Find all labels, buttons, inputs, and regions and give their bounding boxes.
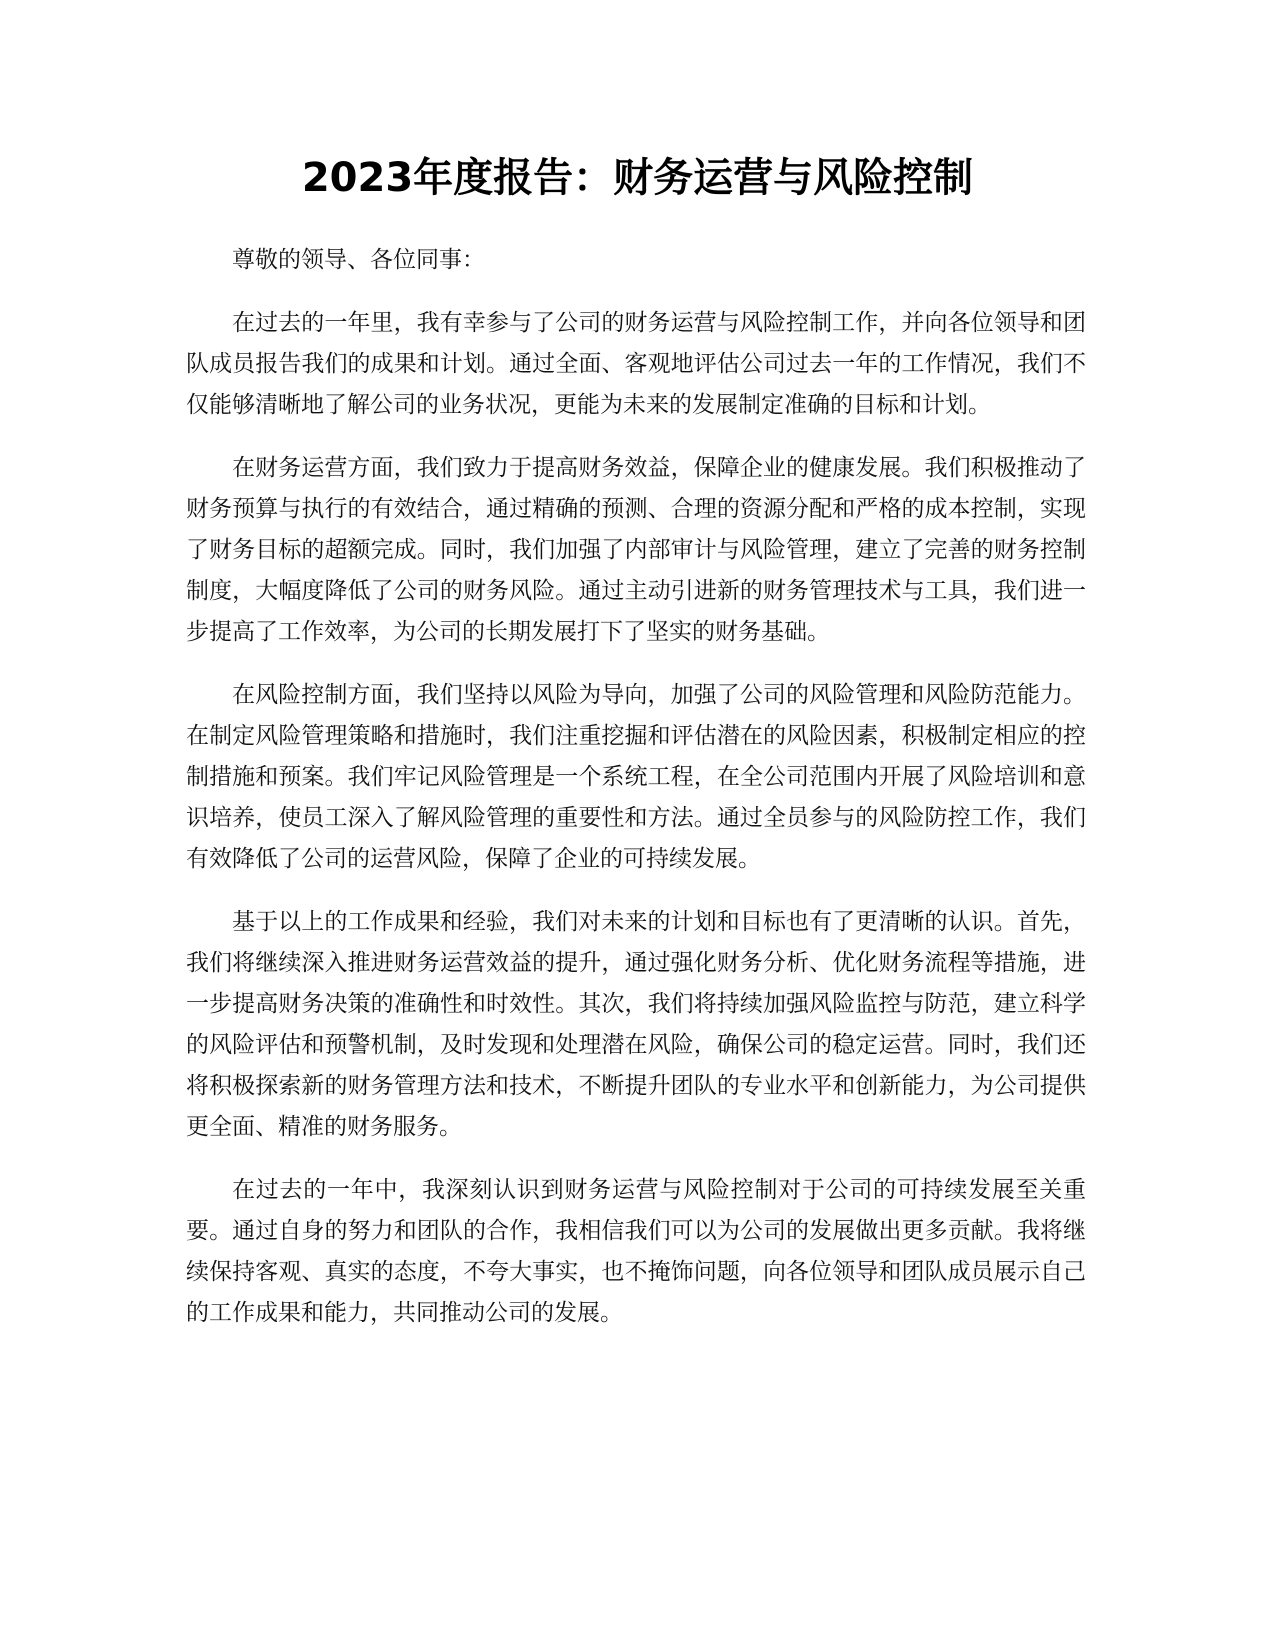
paragraph-1: 在过去的一年里，我有幸参与了公司的财务运营与风险控制工作，并向各位领导和团队成员报告我们的成果和计划。通过全面、客观地评估公司过去一年的工作情况，我们不仅能够清晰地了解公司的业务状况，更能为未来的发展制定准确的目标和计划。 xyxy=(186,310,1086,418)
document-title: 2023年度报告：财务运营与风险控制 xyxy=(301,155,974,201)
paragraph-4: 基于以上的工作成果和经验，我们对未来的计划和目标也有了更清晰的认识。首先，我们将继续深入推进财务运营效益的提升，通过强化财务分析、优化财务流程等措施，进一步提高财务决策的准确性和时效性。其次，我们将持续加强风险监控与防范，建立科学的风险评估和预警机制，及时发现和处理潜在风险，确保公司的稳定运营。同时，我们还将积极探索新的财务管理方法和技术，不断提升团队的专业水平和创新能力，为公司提供更全面、精准的财务服务。 xyxy=(186,909,1086,1140)
document-body xyxy=(186,240,1086,1356)
paragraph-5: 在过去的一年中，我深刻认识到财务运营与风险控制对于公司的可持续发展至关重要。通过自身的努力和团队的合作，我相信我们可以为公司的发展做出更多贡献。我将继续保持客观、真实的态度，不夸大事实，也不掩饰问题，向各位领导和团队成员展示自己的工作成果和能力，共同推动公司的发展。 xyxy=(186,1177,1086,1326)
paragraph-3: 在风险控制方面，我们坚持以风险为导向，加强了公司的风险管理和风险防范能力。在制定风险管理策略和措施时，我们注重挖掘和评估潜在的风险因素，积极制定相应的控制措施和预案。我们牢记风险管理是一个系统工程，在全公司范围内开展了风险培训和意识培养，使员工深入了解风险管理的重要性和方法。通过全员参与的风险防控工作，我们有效降低了公司的运营风险，保障了企业的可持续发展。 xyxy=(186,682,1086,872)
paragraph-2: 在财务运营方面，我们致力于提高财务效益，保障企业的健康发展。我们积极推动了财务预算与执行的有效结合，通过精确的预测、合理的资源分配和严格的成本控制，实现了财务目标的超额完成。同时，我们加强了内部审计与风险管理，建立了完善的财务控制制度，大幅度降低了公司的财务风险。通过主动引进新的财务管理技术与工具，我们进一步提高了工作效率，为公司的长期发展打下了坚实的财务基础。 xyxy=(186,455,1086,645)
salutation: 尊敬的领导、各位同事： xyxy=(232,247,485,273)
